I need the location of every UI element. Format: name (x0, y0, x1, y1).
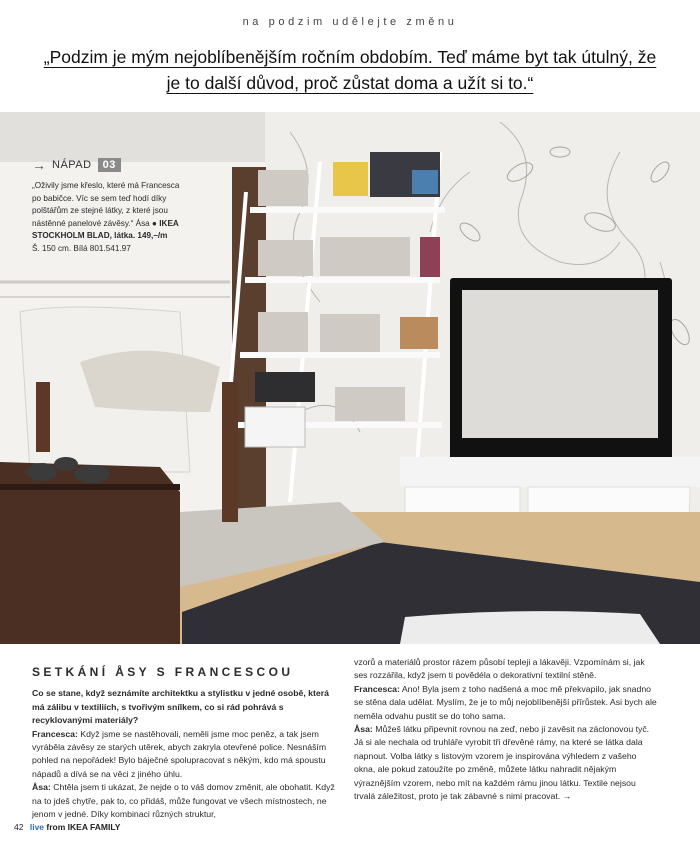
article-title: SETKÁNÍ ÅSY S FRANCESCOU (32, 665, 294, 679)
paragraph-text: Ano! Byla jsem z toho nadšená a moc mě překvapilo, jak snadno se stěna dala udělat. Myslím, že je to můj nejoblíbenější přírůstek. Asi bych ale neměla odvahu pustit se do toho sama. (354, 683, 657, 721)
page-number: 42 (14, 822, 24, 832)
tip-details: Š. 150 cm. Bílá 801.541.97 (32, 243, 131, 253)
paragraph-text: Když jsme se nastěhovali, neměli jsme moc peněz, a tak jsem vyráběla závěsy ze starých utěrek, abych zakryla otevřené police. Nesnáším pohled na nepořádek! Bylo báječné spolupracovat s někým, kdo má spoustu nápadů a dívá se na věci z jiného úhlu. (32, 728, 327, 779)
speaker: Francesca: (354, 683, 400, 694)
pull-quote-text: „Podzim je mým nejoblíbenějším ročním obdobím. Teď máme byt tak útulný, že je to další důvod, proč zůstat doma a užít si to.“ (43, 47, 657, 93)
tip-header (32, 157, 121, 173)
speaker: Åsa: (32, 782, 51, 793)
article-column-left (32, 656, 336, 821)
tip-quote: „Oživily jsme křeslo, které má Francesca po babičce. Víc se sem teď hodí díky polštářům ze stejné látky, z které jsou nástěnné panelové závěsy.“ Ása (32, 181, 180, 228)
tip-number: 03 (98, 158, 121, 172)
speaker: Åsa: (354, 724, 373, 735)
page-footer (14, 822, 120, 832)
bullet-icon: ● (152, 218, 160, 228)
article-column-right (354, 656, 658, 803)
section-kicker: na podzim udělejte změnu (242, 16, 458, 28)
brand-name: from IKEA FAMILY (46, 822, 121, 832)
paragraph-text: Chtěla jsem ti ukázat, že nejde o to váš domov změnit, ale obohatit. Když na to jdeš chytře, pak to, co přidáš, může fungovat ve všech místnostech, ne jenom v jedné. Díky kombinaci různých struktur, (32, 782, 335, 820)
tip-body (32, 180, 182, 255)
brand-live: live (29, 822, 45, 832)
article-lede: Co se stane, když seznámíte architektku a stylistku v jedné osobě, která má zálibu v textiliích, s tvořivým snílkem, co si rád pohrává s recyklovanými materiály? (32, 688, 329, 726)
paragraph (354, 656, 658, 683)
tip-label: NÁPAD (52, 159, 92, 171)
speaker: Francesca: (32, 728, 78, 739)
tip-product: IKEA STOCKHOLM BLAD, látka. 149,–/m (32, 218, 179, 240)
paragraph-text: vzorů a materiálů prostor rázem působí tepleji a lákavěji. Vzpomínám si, jak ses rozzářila, když jsem ti povědéla o dekorativní textilní stěně. (354, 657, 645, 681)
living-room-photo (0, 112, 700, 644)
paragraph-text: Můžeš látku připevnit rovnou na zeď, nebo ji zavěsit na záclonovou tyč. Já si ale nechala od truhláře vyrobit tři dřevěné rámy, na které se látka dala napnout. Volba látky s listovým vzorem je inspirována výhledem z vašeho okna, ale pokud zatoužíte po změně, můžete látku nahradit nějakým výraznějším vzorem, nebo mít na každém rámu jinou látku. Textile nejsou trvalá záležitost, proto je tak zábavné s nimi pracovat. → (354, 724, 650, 802)
arrow-right-icon: → (32, 157, 46, 173)
paragraph (32, 728, 336, 782)
paragraph (354, 683, 658, 723)
paragraph (354, 723, 658, 803)
pull-quote (40, 44, 660, 96)
paragraph (32, 781, 336, 821)
